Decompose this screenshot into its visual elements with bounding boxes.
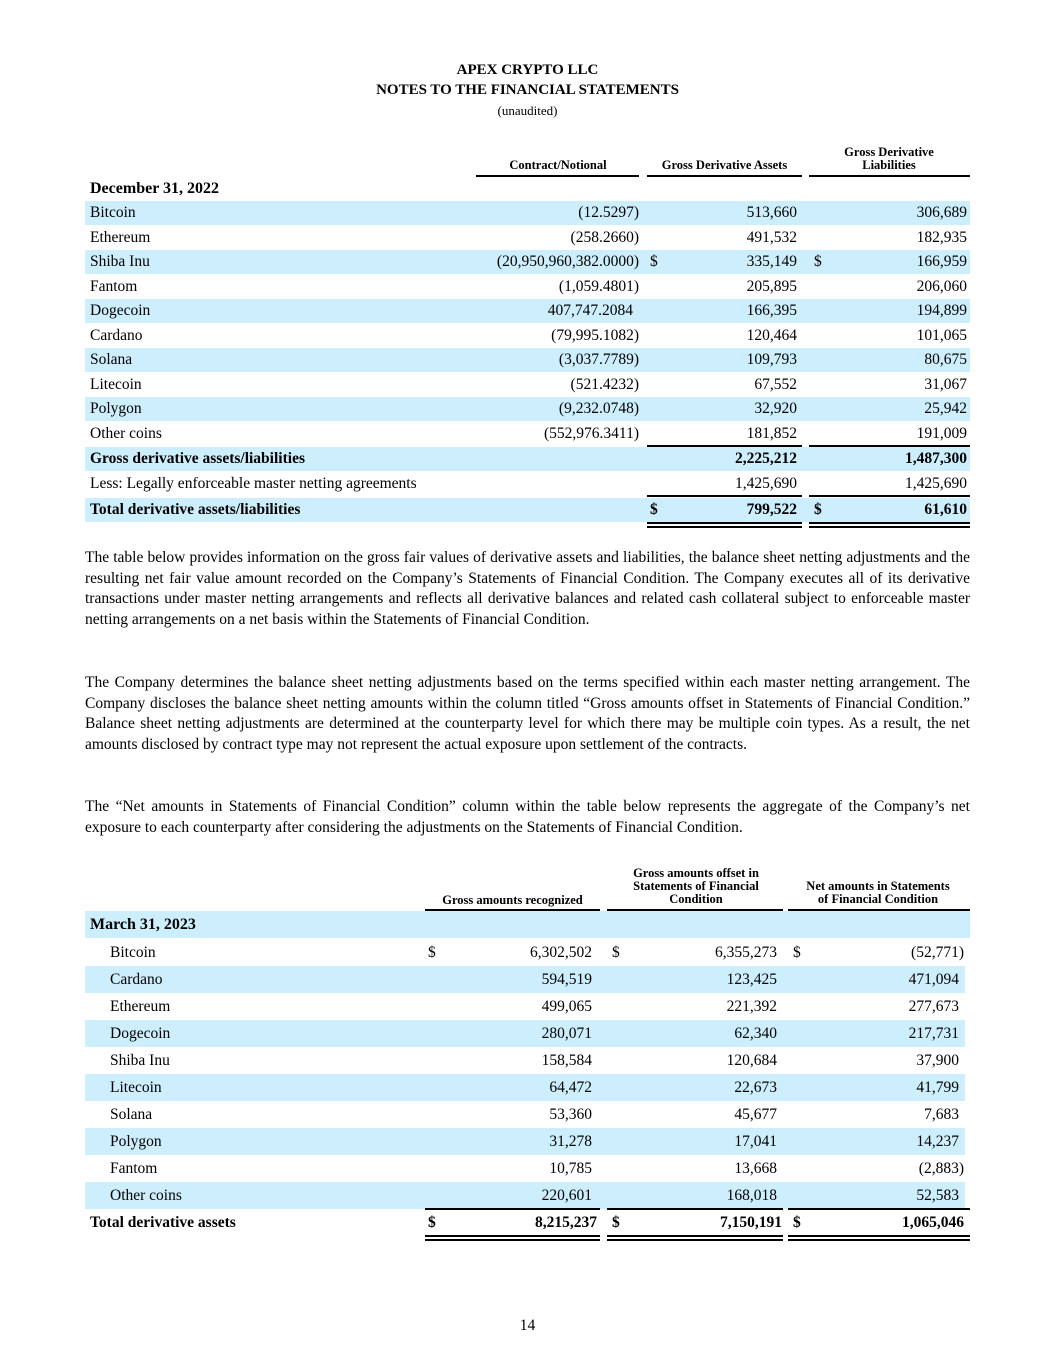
- table-row: Polygon 31,278 17,041 14,237: [85, 1128, 965, 1155]
- col-header-gross-amounts-offset: Gross amounts offset in Statements of Financial Condition: [633, 866, 759, 906]
- table-row: Ethereum 499,065 221,392 277,673: [110, 998, 959, 1015]
- table-row: Other coins 220,601 168,018 52,583: [85, 1182, 965, 1209]
- col-header-gross-amounts-recognized: Gross amounts recognized: [442, 893, 583, 907]
- col-header-gross-derivative-liabilities: Gross Derivative Liabilities: [844, 145, 934, 172]
- paragraph-2: The Company determines the balance sheet netting adjustments based on the terms specified within each master netting arrangement. The Company discloses the balance sheet netting amounts within the column titled “Gross amounts offset in Statements of Financial Condition.” Balance sheet netting adjustments are determined at the counterparty level for which there may be multiple coin types. As a result, the net amounts disclosed by contract type may not represent the actual exposure upon settlement of the contracts.: [85, 674, 970, 754]
- document-title: NOTES TO THE FINANCIAL STATEMENTS: [376, 82, 679, 98]
- gross-total-row: Gross derivative assets/liabilities 2,225,212 1,487,300: [85, 447, 970, 471]
- total-row: Total derivative assets $ 8,215,237 $ 7,150,191 $ 1,065,046: [90, 1214, 964, 1231]
- table-row: Bitcoin $ 6,302,502 $ 6,355,273 $ (52,771): [110, 944, 964, 961]
- double-rule: [607, 1235, 783, 1241]
- period-heading: December 31, 2022: [90, 180, 219, 197]
- subtotal-rule: [809, 495, 970, 497]
- table-row: Solana 53,360 45,677 7,683: [110, 1106, 959, 1123]
- total-row: Total derivative assets/liabilities $ 799,522 $ 61,610: [85, 498, 970, 522]
- col-header-net-amounts: Net amounts in Statements of Financial Condition: [806, 879, 950, 906]
- table-row: Litecoin (521.4232) 67,552 31,067: [90, 375, 967, 393]
- netting-row: Less: Legally enforceable master netting agreements 1,425,690 1,425,690: [90, 474, 967, 492]
- table-row: Dogecoin 280,071 62,340 217,731: [85, 1020, 965, 1047]
- table-row: Shiba Inu 158,584 120,684 37,900: [110, 1052, 959, 1069]
- company-name: APEX CRYPTO LLC: [456, 62, 599, 78]
- table-row: Shiba Inu (20,950,960,382.0000) $ 335,149 $ 166,959: [85, 250, 970, 274]
- paragraph-1: The table below provides information on the gross fair values of derivative assets and liabilities, the balance sheet netting adjustments and the resulting net fair value amount recorded on the Company’s Statements of Financial Condition. The Company executes all of its derivative transactions under master netting arrangements and reflects all derivative balances and related cash collateral subject to enforceable master netting arrangements on a net basis within the Statements of Financial Condition.: [85, 549, 970, 629]
- double-rule: [809, 522, 970, 528]
- table-row: Ethereum (258.2660) 491,532 182,935: [90, 228, 967, 246]
- period-heading: March 31, 2023: [85, 911, 970, 938]
- table-row: Fantom 10,785 13,668 (2,883): [110, 1160, 964, 1177]
- subtotal-rule: [647, 495, 802, 497]
- table-row: Solana (3,037.7789) 109,793 80,675: [85, 348, 970, 372]
- col-header-gross-derivative-assets: Gross Derivative Assets: [661, 158, 788, 172]
- col-header-contract-notional: Contract/Notional: [509, 158, 607, 172]
- table-row: Polygon (9,232.0748) 32,920 25,942: [85, 397, 970, 421]
- paragraph-3: The “Net amounts in Statements of Financial Condition” column within the table below represents the aggregate of the Company’s net exposure to each counterparty after considering the adjustments on the Statements of Financial Condition.: [85, 798, 970, 836]
- double-rule: [647, 522, 802, 528]
- table-row: Fantom (1,059.4801) 205,895 206,060: [90, 277, 967, 295]
- table-row: Litecoin 64,472 22,673 41,799: [85, 1074, 965, 1101]
- table-row: Cardano 594,519 123,425 471,094: [85, 966, 965, 993]
- double-rule: [788, 1235, 970, 1241]
- table-row: Cardano (79,995.1082) 120,464 101,065: [90, 326, 967, 344]
- table-row: Other coins (552,976.3411) 181,852 191,009: [90, 424, 967, 442]
- table-row: Bitcoin (12.5297) 513,660 306,689: [85, 201, 970, 225]
- double-rule: [425, 1235, 600, 1241]
- document-subtitle: (unaudited): [497, 103, 558, 118]
- page-number: 14: [519, 1317, 536, 1334]
- table-row: Dogecoin 407,747.2084 166,395 194,899: [85, 299, 970, 323]
